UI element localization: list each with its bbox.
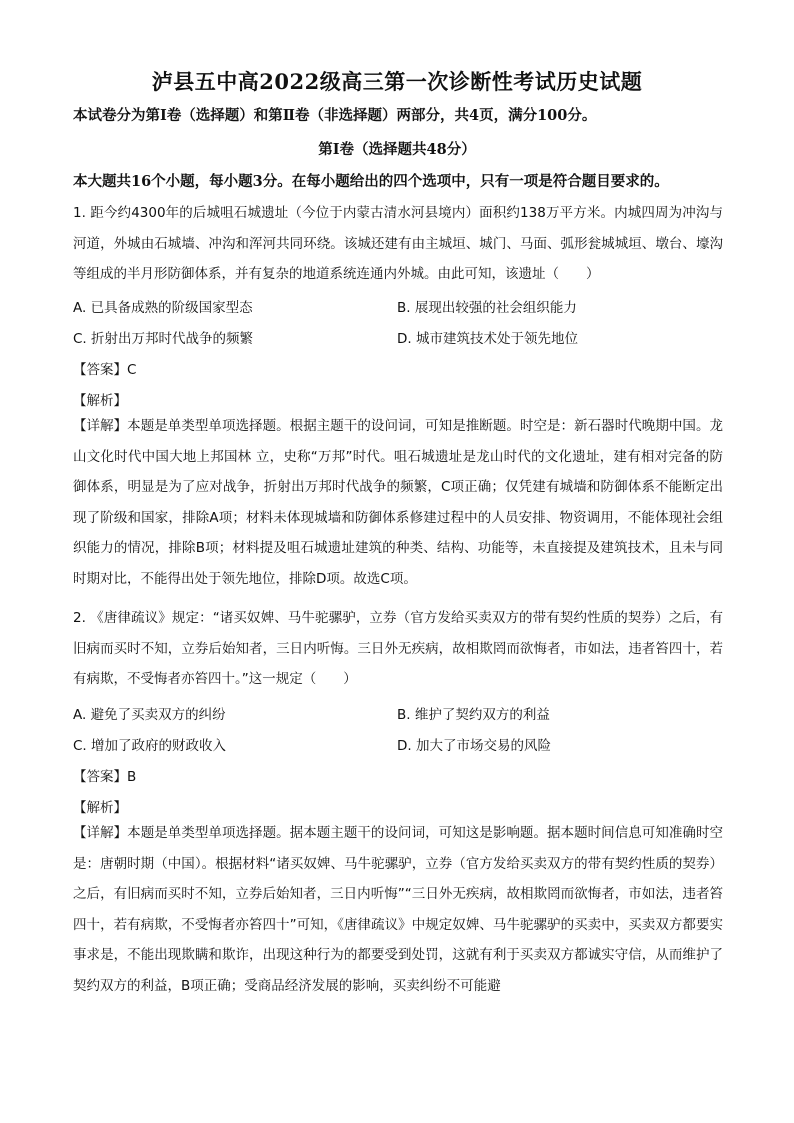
q2-analysis-label: 【解析】 [73,800,127,816]
page-title: 泸县五中高2022级高三第一次诊断性考试历史试题 [151,69,643,94]
q2-option-b: B. 维护了契约双方的利益 [397,707,550,723]
q1-analysis-label: 【解析】 [73,393,127,409]
q1-option-d: D. 城市建筑技术处于领先地位 [397,331,578,347]
question-1-stem: 1. 距今约4300年的后城咀石城遗址（今位于内蒙古清水河县境内）面积约138万平方米。内城四周为冲沟与河道，外城由石城墙、冲沟和浑河共同环绕。该城还建有由主城垣、城门、马面、弧形瓮城城垣、墩台、壕沟等组成的半月形防御体系，并有复杂的地道系统连通内外城。由此可知，该遗址（ ） [73,205,723,282]
exam-intro: 本试卷分为第Ⅰ卷（选择题）和第Ⅱ卷（非选择题）两部分，共4页，满分100分。 [73,107,597,124]
q2-option-c: C. 增加了政府的财政收入 [73,738,227,754]
q1-option-a: A. 已具备成熟的阶级国家型态 [73,300,253,316]
q2-answer: 【答案】B [73,769,137,785]
q2-detail: 【详解】本题是单类型单项选择题。据本题主题干的设问词，可知这是影响题。据本题时间信息可知准确时空是：唐朝时期（中国）。根据材料“诸买奴婢、马牛驼骡驴，立券（官方发给买卖双方的带有契约性质的契券）之后，有旧病而买时不知，立券后始知者，三日内听悔”“三日外无疾病，故相欺罔而欲悔者，市如法，违者笞四十，若有病欺，不受悔者亦笞四十”可知，《唐律疏议》中规定奴婢、马牛驼骡驴的买卖中，买卖双方都要实事求是，不能出现欺瞒和欺诈，出现这种行为的都要受到处罚，这就有利于买卖双方都诚实守信，从而维护了契约双方的利益，B项正确；受商品经济发展的影响，买卖纠纷不可能避 [73,825,723,994]
q1-detail: 【详解】本题是单类型单项选择题。根据主题干的设问词，可知是推断题。时空是：新石器时代晚期中国。龙山文化时代中国大地上邦国林 立，史称“万邦”时代。咀石城遗址是龙山时代的文化遗址，建有相对完备的防御体系，明显是为了应对战争，折射出万邦时代战争的频繁，C项正确；仅凭建有城墙和防御体系不能断定出现了阶级和国家，排除A项；材料未体现城墙和防御体系修建过程中的人员安排、物资调用，不能体现社会组织能力的情况，排除B项；材料提及咀石城遗址建筑的种类、结构、功能等，未直接提及建筑技术，且未与同时期对比，不能得出处于领先地位，排除D项。故选C项。 [73,418,723,587]
section-instruction: 本大题共16个小题，每小题3分。在每小题给出的四个选项中，只有一项是符合题目要求的。 [73,173,669,190]
question-2-stem: 2. 《唐律疏议》规定：“诸买奴婢、马牛驼骡驴，立券（官方发给买卖双方的带有契约性质的契券）之后，有旧病而买时不知，立券后始知者，三日内听悔。三日外无疾病，故相欺罔而欲悔者，市如法，违者笞四十，若有病欺，不受悔者亦笞四十。”这一规定（ ） [73,610,723,687]
section-title: 第Ⅰ卷（选择题共48分） [318,141,476,158]
q1-option-c: C. 折射出万邦时代战争的频繁 [73,331,254,347]
q2-option-d: D. 加大了市场交易的风险 [397,738,551,754]
q2-option-a: A. 避免了买卖双方的纠纷 [73,707,226,723]
q1-answer: 【答案】C [73,362,137,378]
q1-option-b: B. 展现出较强的社会组织能力 [397,300,577,316]
